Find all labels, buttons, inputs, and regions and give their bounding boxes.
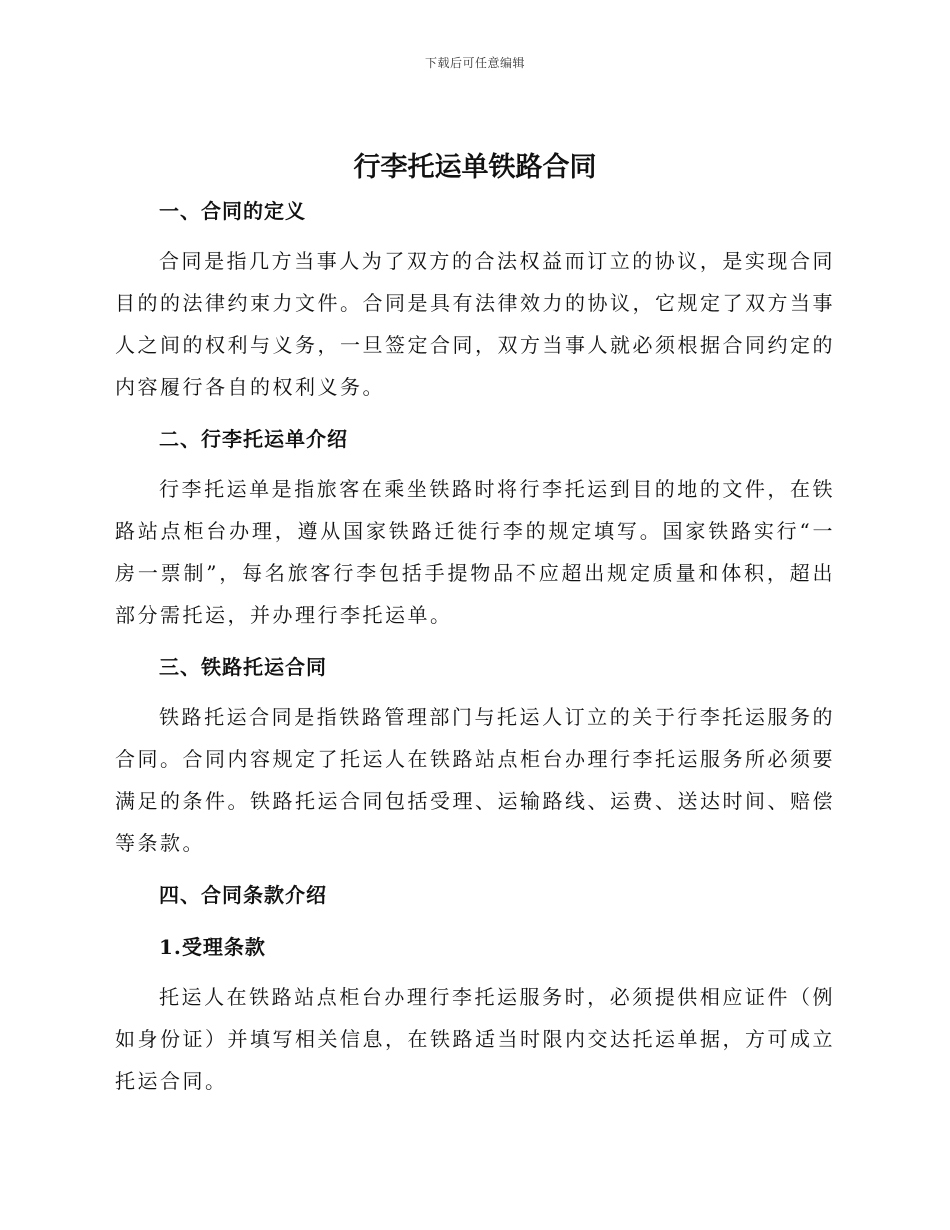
- section-paragraph-definition: 合同是指几方当事人为了双方的合法权益而订立的协议，是实现合同目的的法律约束力文件。合同是具有法律效力的协议，它规定了双方当事人之间的权利与义务，一旦签定合同，双方当事人就必须根据合同约定的内容履行各自的权利义务。: [115, 249, 835, 399]
- document-title: 行李托运单铁路合同: [353, 152, 597, 183]
- section-heading-luggage-ticket: 二、行李托运单介绍: [159, 427, 348, 451]
- header-note: 下载后可任意编辑: [424, 56, 525, 70]
- section-heading-railway-contract: 三、铁路托运合同: [159, 655, 327, 679]
- subsection-heading-acceptance: 1.受理条款: [159, 935, 266, 959]
- document-body: [115, 190, 835, 1102]
- section-heading-contract-terms: 四、合同条款介绍: [159, 883, 327, 907]
- subsection-paragraph-acceptance: 托运人在铁路站点柜台办理行李托运服务时，必须提供相应证件（例如身份证）并填写相关信息，在铁路适当时限内交达托运单据，方可成立托运合同。: [115, 985, 835, 1093]
- section-paragraph-railway-contract: 铁路托运合同是指铁路管理部门与托运人订立的关于行李托运服务的合同。合同内容规定了托运人在铁路站点柜台办理行李托运服务所必须要满足的条件。铁路托运合同包括受理、运输路线、运费、送达时间、赔偿等条款。: [115, 705, 835, 855]
- section-paragraph-luggage-ticket: 行李托运单是指旅客在乘坐铁路时将行李托运到目的地的文件，在铁路站点柜台办理，遵从国家铁路迁徙行李的规定填写。国家铁路实行“一房一票制”，每名旅客行李包括手提物品不应超出规定质量和体积，超出部分需托运，并办理行李托运单。: [115, 477, 835, 627]
- section-heading-definition: 一、合同的定义: [159, 199, 306, 223]
